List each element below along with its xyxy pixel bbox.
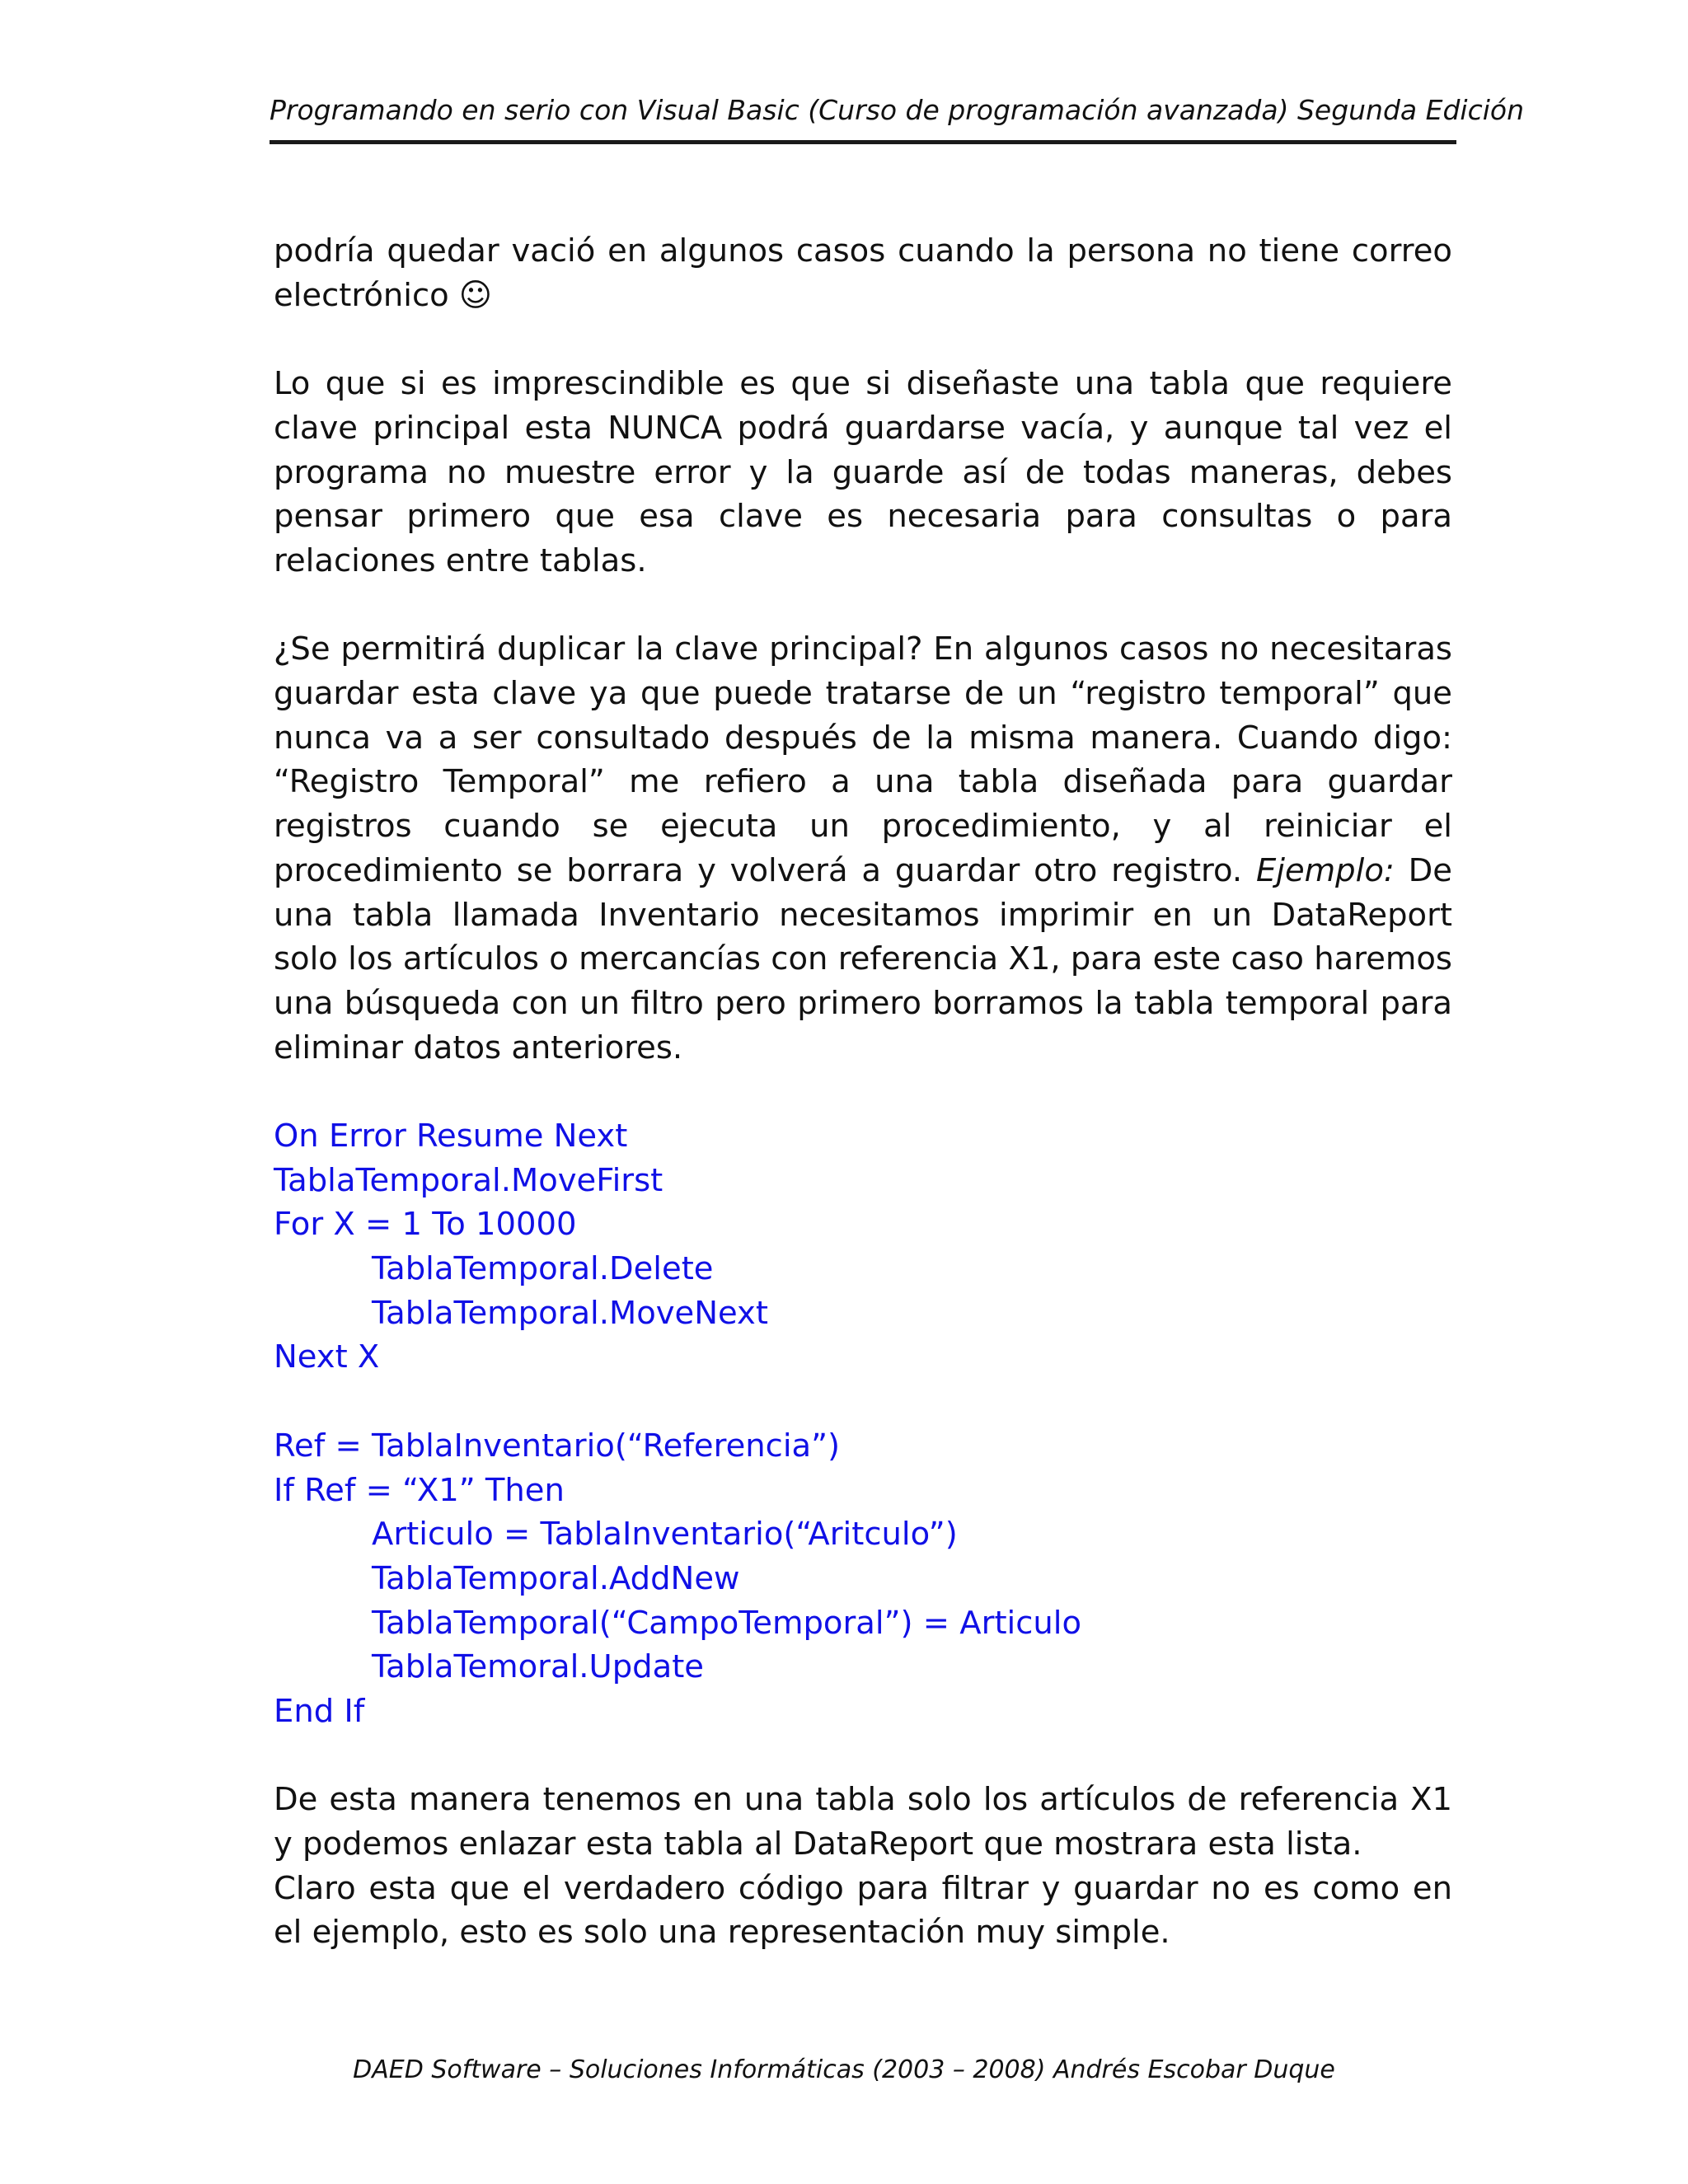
running-header (270, 92, 1525, 144)
paragraph-datareport: De esta manera tenemos en una tabla solo los artículos de referencia X1 y podemos enlazar esta tabla al DataReport que mostrara esta lista. (274, 1781, 1452, 1863)
paragraph-duplicate-key-rest: De una tabla llamada Inventario necesitamos imprimir en un DataReport solo los artículos o mercancías con referencia X1, para este caso haremos una búsqueda con un filtro pero primero borramos la tabla temporal para eliminar datos anteriores. (274, 851, 1452, 1066)
code-block (274, 1114, 1452, 1734)
code-blank-line (274, 1380, 1452, 1424)
code-line: Next X (274, 1338, 380, 1376)
paragraph-closing-note: Claro esta que el verdadero código para filtrar y guardar no es como en el ejemplo, esto es solo una representación muy simple. (274, 1869, 1452, 1952)
code-line: End If (274, 1692, 365, 1730)
paragraph-primary-key: Lo que si es imprescindible es que si diseñaste una tabla que requiere clave principal esta NUNCA podrá guardarse vacía, y aunque tal vez el programa no muestre error y la guarde así de todas maneras, debes pensar primero que esa clave es necesaria para consultas o para relaciones entre tablas. (274, 365, 1452, 579)
code-line: TablaTemporal.Delete (372, 1250, 714, 1288)
code-line: TablaTemporal.AddNew (372, 1559, 740, 1597)
code-line: TablaTemporal(“CampoTemporal”) = Articulo (372, 1604, 1082, 1642)
example-label: Ejemplo: (1255, 851, 1395, 889)
code-line: TablaTemoral.Update (372, 1648, 704, 1686)
paragraph-email-empty: podría quedar vació en algunos casos cuando la persona no tiene correo electrónico ☺ (274, 232, 1452, 314)
paragraph-duplicate-key-intro: ¿Se permitirá duplicar la clave principal? En algunos casos no necesitaras guardar esta clave ya que puede tratarse de un “registro temporal” que nunca va a ser consultado después de la misma manera. Cuando digo: “Registro Temporal” me refiero a una tabla diseñada para guardar registros cuando se ejecuta un procedimiento, y al reiniciar el procedimiento se borrara y volverá a guardar otro registro. (274, 630, 1452, 889)
code-line: If Ref = “X1” Then (274, 1471, 565, 1509)
code-line: For X = 1 To 10000 (274, 1206, 577, 1244)
footer-text: DAED Software – Soluciones Informáticas (2003 – 2008) Andrés Escobar Duque (353, 2055, 1335, 2084)
code-line: Ref = TablaInventario(“Referencia”) (274, 1427, 841, 1465)
page-content (274, 229, 1452, 1999)
running-footer (0, 2054, 1688, 2087)
code-line: TablaTemporal.MoveNext (372, 1294, 768, 1332)
paragraph-duplicate-key (274, 627, 1452, 1070)
header-title: Programando en serio con Visual Basic (Curso de programación avanzada) Segunda Edición (270, 94, 1525, 126)
code-line: TablaTemporal.MoveFirst (274, 1161, 663, 1199)
code-line: On Error Resume Next (274, 1118, 628, 1155)
code-line: Articulo = TablaInventario(“Aritculo”) (372, 1516, 958, 1554)
